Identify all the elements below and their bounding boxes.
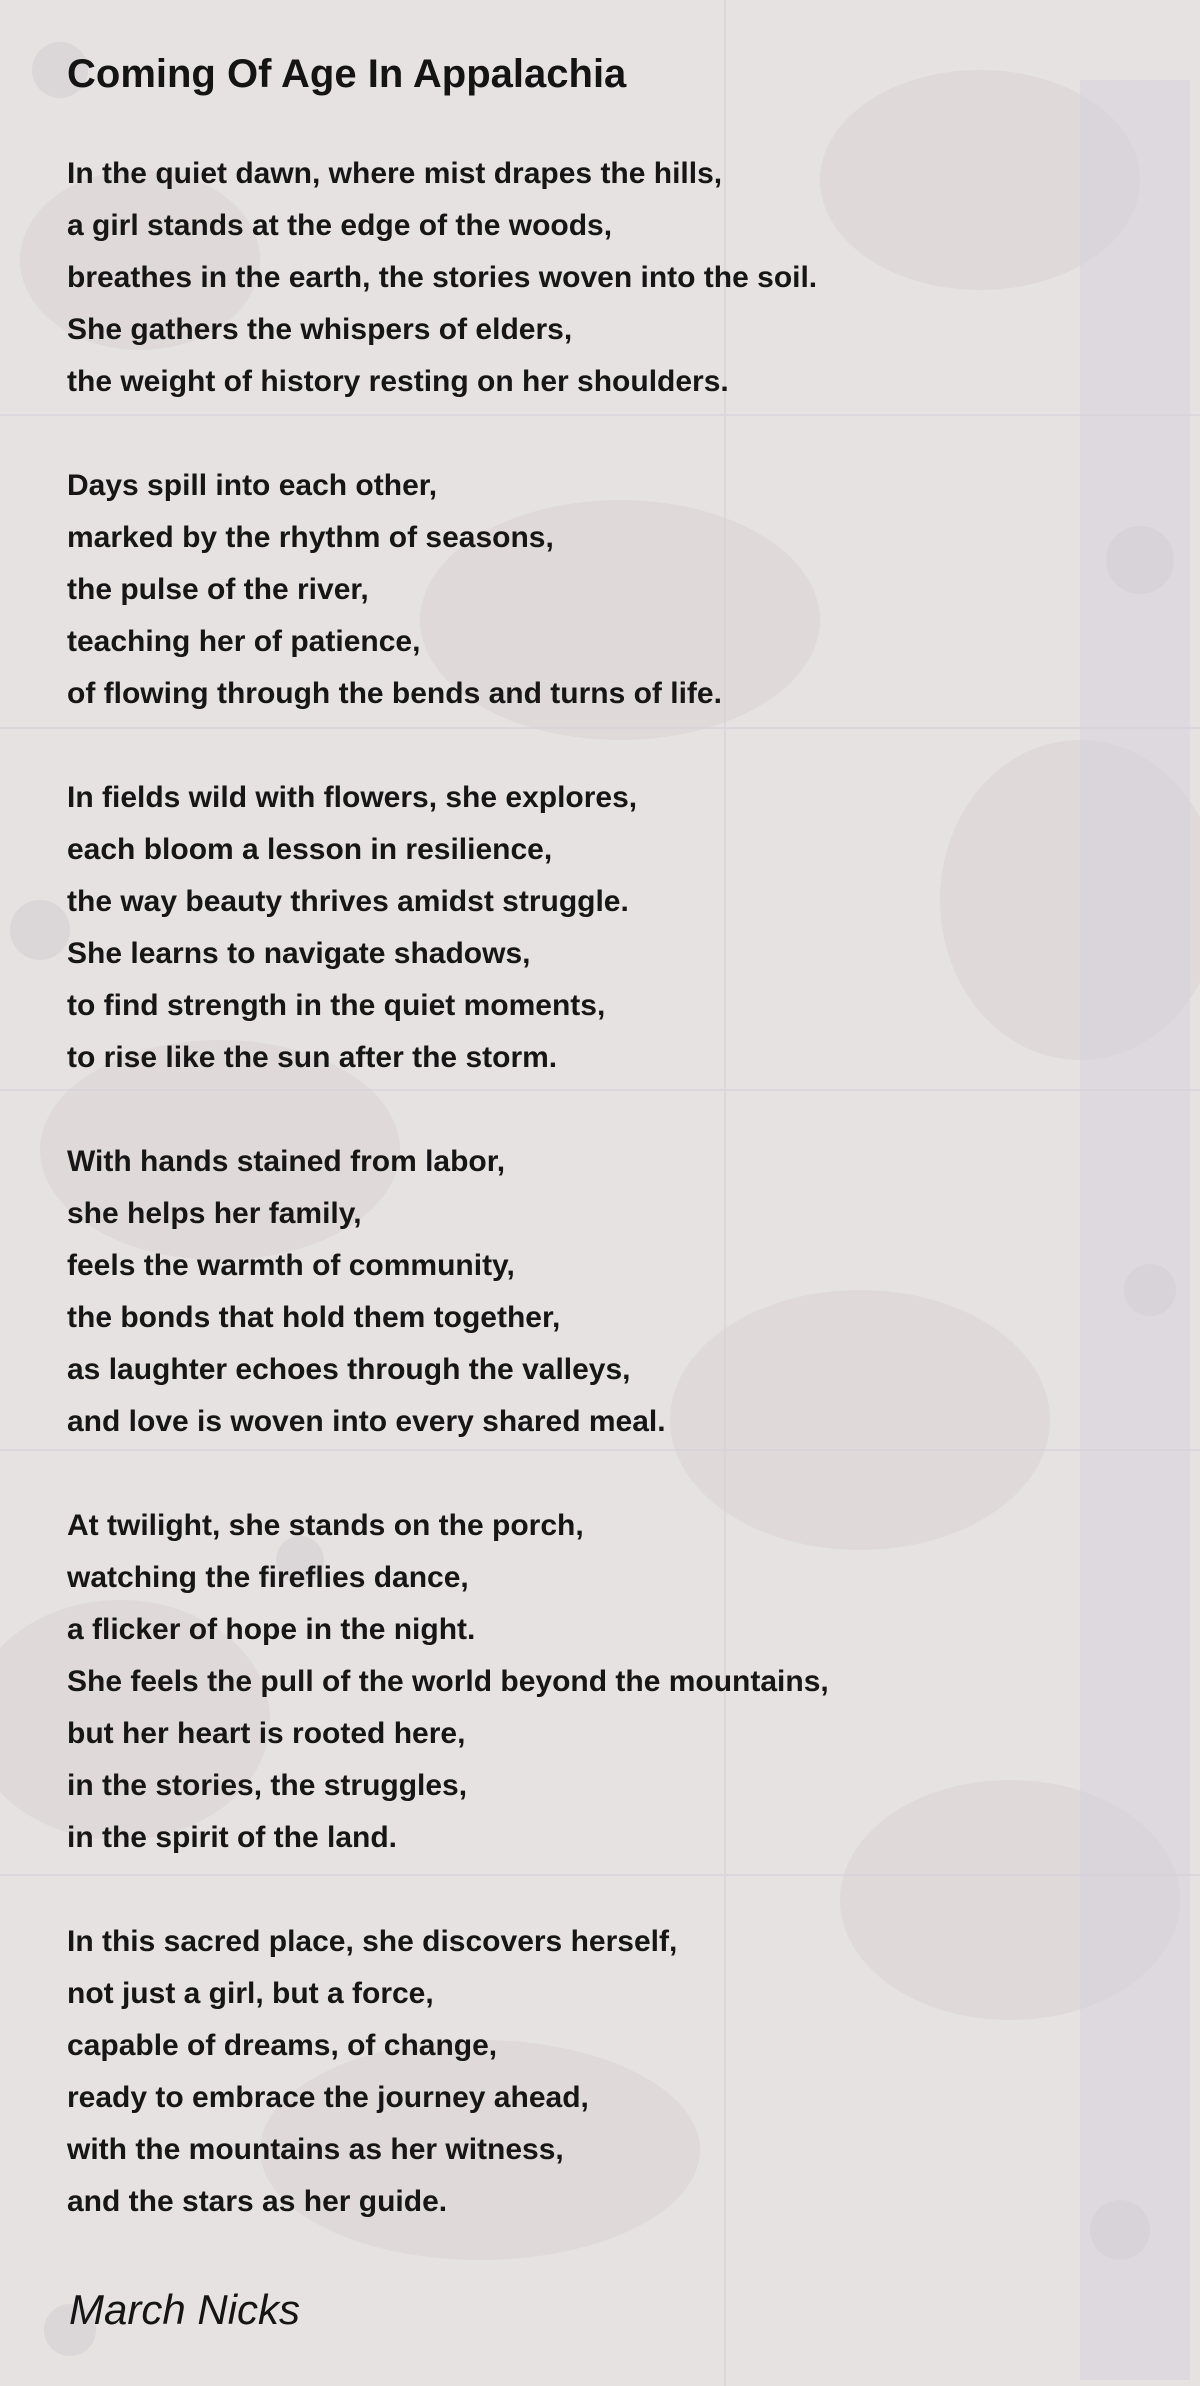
poem-line: the weight of history resting on her shoulders. <box>67 365 729 398</box>
stanza-4 <box>67 1136 1147 1448</box>
poem-line: to find strength in the quiet moments, <box>67 989 606 1022</box>
poem-line: the way beauty thrives amidst struggle. <box>67 885 629 918</box>
poem-line: in the stories, the struggles, <box>67 1769 468 1802</box>
poem-line: to rise like the sun after the storm. <box>67 1041 558 1074</box>
poem-line: and love is woven into every shared meal. <box>67 1405 666 1438</box>
poem-line: teaching her of patience, <box>67 625 421 658</box>
poem-line: as laughter echoes through the valleys, <box>67 1353 631 1386</box>
stanza-5 <box>67 1500 1147 1864</box>
poem-line: She learns to navigate shadows, <box>67 937 531 970</box>
stanza-6 <box>67 1916 1147 2228</box>
poem-line: marked by the rhythm of seasons, <box>67 521 554 554</box>
poem-line: She gathers the whispers of elders, <box>67 313 573 346</box>
poem-line: and the stars as her guide. <box>67 2185 448 2218</box>
stanza-3 <box>67 772 1147 1084</box>
poem-line: in the spirit of the land. <box>67 1821 397 1854</box>
poem-line: of flowing through the bends and turns of life. <box>67 677 722 710</box>
poem-line: ready to embrace the journey ahead, <box>67 2081 589 2114</box>
poem-line: With hands stained from labor, <box>67 1145 506 1178</box>
poem-line: she helps her family, <box>67 1197 362 1230</box>
poem-line: capable of dreams, of change, <box>67 2029 498 2062</box>
poem-line: She feels the pull of the world beyond the mountains, <box>67 1665 829 1698</box>
poem-body <box>67 148 1147 2280</box>
poem-title: Coming Of Age In Appalachia <box>67 52 627 96</box>
poem-line: feels the warmth of community, <box>67 1249 515 1282</box>
stanza-1 <box>67 148 1147 408</box>
poem-line: a flicker of hope in the night. <box>67 1613 476 1646</box>
poem-line: watching the fireflies dance, <box>67 1561 469 1594</box>
poem-line: breathes in the earth, the stories woven into the soil. <box>67 261 818 294</box>
stanza-2 <box>67 460 1147 720</box>
poem-line: a girl stands at the edge of the woods, <box>67 209 613 242</box>
poem-line: Days spill into each other, <box>67 469 438 502</box>
poem-line: each bloom a lesson in resilience, <box>67 833 553 866</box>
poem-line: In this sacred place, she discovers herself, <box>67 1925 678 1958</box>
poem-author: March Nicks <box>69 2286 301 2333</box>
poem-line: with the mountains as her witness, <box>67 2133 564 2166</box>
poem-line: not just a girl, but a force, <box>67 1977 434 2010</box>
poem-line: the bonds that hold them together, <box>67 1301 561 1334</box>
poem-line: the pulse of the river, <box>67 573 369 606</box>
poem-line: but her heart is rooted here, <box>67 1717 466 1750</box>
poem-line: In fields wild with flowers, she explores, <box>67 781 638 814</box>
poem-line: At twilight, she stands on the porch, <box>67 1509 584 1542</box>
poem-line: In the quiet dawn, where mist drapes the hills, <box>67 157 723 190</box>
